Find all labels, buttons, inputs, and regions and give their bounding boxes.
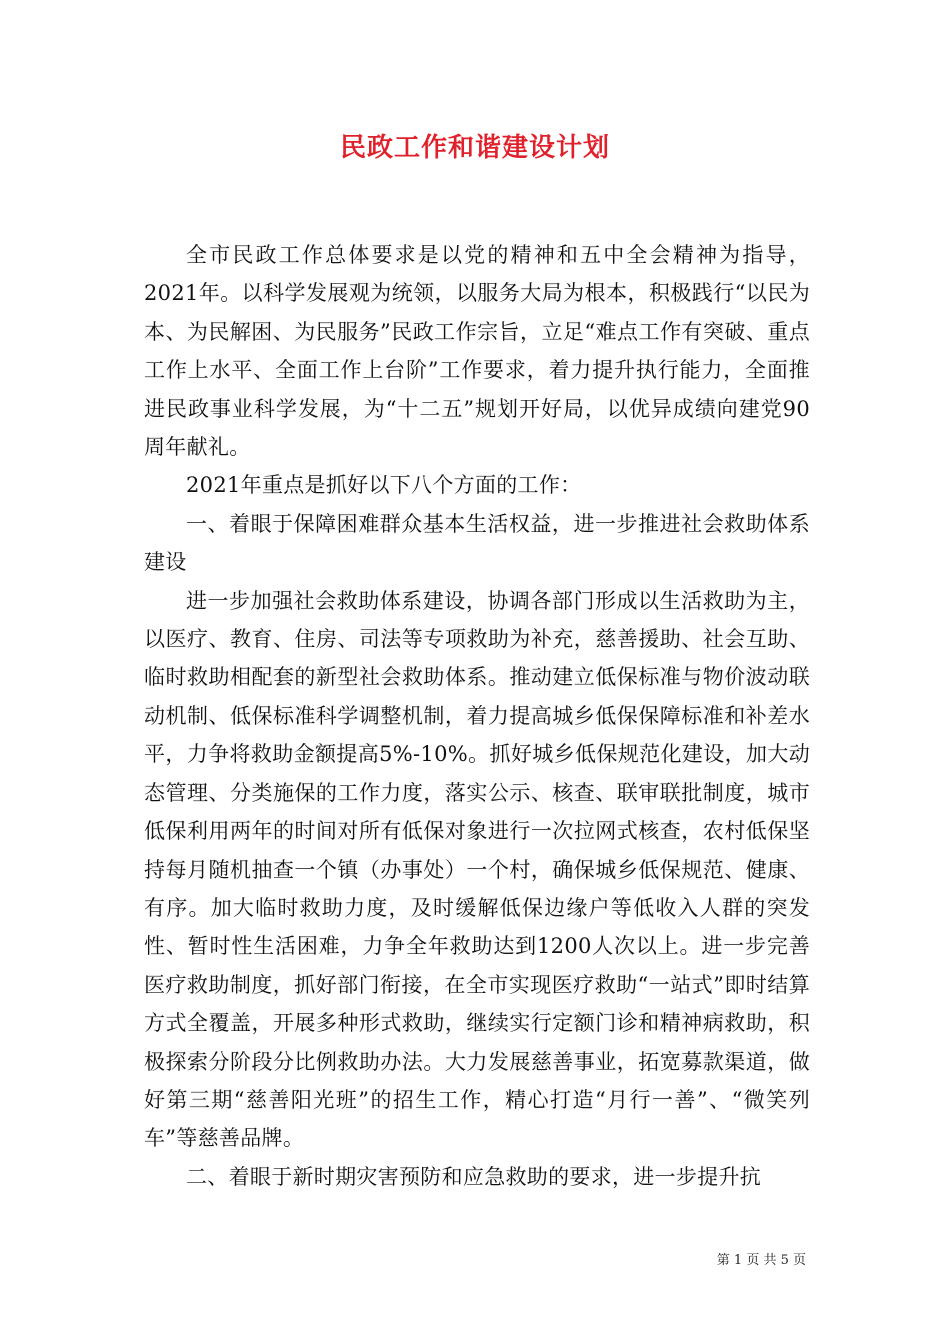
document-body xyxy=(144,236,810,1196)
paragraph-key-points: 2021年重点是抓好以下八个方面的工作： xyxy=(186,473,582,498)
section-heading-two: 二、着眼于新时期灾害预防和应急救助的要求，进一步提升抗 xyxy=(186,1164,762,1189)
page-number: 第 1 页 共 5 页 xyxy=(716,1253,806,1268)
paragraph-intro: 全市民政工作总体要求是以党的精神和五中全会精神为指导，2021年。以科学发展观为统领，以服务大局为根本，积极践行“以民为本、为民解困、为民服务”民政工作宗旨，立足“难点工作有突破、重点工作上水平、全面工作上台阶”工作要求，着力提升执行能力，全面推进民政事业科学发展，为“十二五”规划开好局，以优异成绩向建党90周年献礼。 xyxy=(144,243,810,460)
section-heading-one: 一、着眼于保障困难群众基本生活权益，进一步推进社会救助体系建设 xyxy=(144,511,810,575)
paragraph-section-one-body: 进一步加强社会救助体系建设，协调各部门形成以生活救助为主，以医疗、教育、住房、司法等专项救助为补充，慈善援助、社会互助、临时救助相配套的新型社会救助体系。推动建立低保标准与物价波动联动机制、低保标准科学调整机制，着力提高城乡低保保障标准和补差水平，力争将救助金额提高5%-10%。抓好城乡低保规范化建设，加大动态管理、分类施保的工作力度，落实公示、核查、联审联批制度，城市低保利用两年的时间对所有低保对象进行一次拉网式核查，农村低保坚持每月随机抽查一个镇（办事处）一个村，确保城乡低保规范、健康、有序。加大临时救助力度，及时缓解低保边缘户等低收入人群的突发性、暂时性生活困难，力争全年救助达到1200人次以上。进一步完善医疗救助制度，抓好部门衔接，在全市实现医疗救助“一站式”即时结算方式全覆盖，开展多种形式救助，继续实行定额门诊和精神病救助，积极探索分阶段分比例救助办法。大力发展慈善事业，拓宽募款渠道，做好第三期“慈善阳光班”的招生工作，精心打造“月行一善”、“微笑列车”等慈善品牌。 xyxy=(144,588,810,1151)
document-title: 民政工作和谐建设计划 xyxy=(339,133,610,163)
